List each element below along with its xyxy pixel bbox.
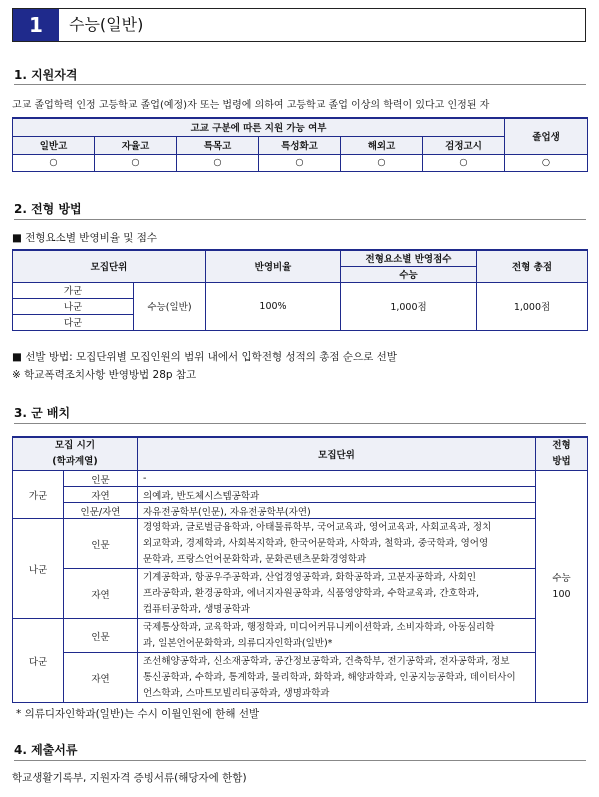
group-assignment-table	[12, 436, 588, 703]
track: 인문	[64, 519, 138, 569]
group-da: 다군	[13, 314, 134, 330]
graduate-header: 졸업생	[505, 118, 588, 154]
units: -	[138, 471, 536, 487]
h-method-line1: 전형	[552, 440, 571, 451]
h-method-line2: 방법	[552, 456, 571, 467]
method-line2: 100	[552, 588, 571, 600]
group-ga: 가군	[13, 282, 134, 298]
section1-divider	[14, 84, 586, 85]
unit-suneung: 수능(일반)	[134, 282, 206, 330]
section3-footnote: * 의류디자인학과(일반)는 수시 이월인원에 한해 선발	[16, 708, 260, 720]
units-line: 국제통상학과, 교육학과, 행정학과, 미디어커뮤니케이션학과, 소비자학과, 아동심리학	[143, 621, 495, 633]
col-special-purpose-high: 특목고	[177, 136, 259, 154]
ratio-value: 100%	[206, 282, 341, 330]
section2-divider	[14, 219, 586, 220]
eligible-mark: ○	[505, 154, 588, 171]
track: 자연	[64, 569, 138, 619]
col-general-high: 일반고	[13, 136, 95, 154]
col-autonomous-high: 자율고	[95, 136, 177, 154]
units: 자유전공학부(인문), 자유전공학부(자연)	[138, 503, 536, 519]
units-line: 통신공학과, 수학과, 통계학과, 물리학과, 화학과, 해양과학과, 인공지능공학과, 데이터사이	[143, 671, 516, 683]
h-recruit-time-line2: (학과계열)	[52, 456, 98, 467]
units-line: 프라공학과, 환경공학과, 에너지자원공학과, 식품영양학과, 수학교육과, 간호학과,	[143, 587, 480, 599]
page-header	[12, 8, 586, 42]
group-ga-label: 가군	[13, 471, 64, 519]
h-score-group: 전형요소별 반영점수	[341, 250, 477, 266]
track: 인문	[64, 471, 138, 487]
h-unit: 모집단위	[13, 250, 206, 282]
eligible-mark: ○	[13, 154, 95, 171]
eligible-mark: ○	[423, 154, 505, 171]
h-suneung: 수능	[341, 266, 477, 282]
units	[138, 653, 536, 703]
h-method	[536, 437, 588, 471]
section1-desc: 고교 졸업학력 인정 고등학교 졸업(예정)자 또는 법령에 의하여 고등학교 졸업 이상의 학력이 있다고 인정된 자	[12, 100, 490, 111]
units-line: 외교학과, 경제학과, 사회복지학과, 한국어문학과, 사학과, 철학과, 중국학과, 영어영	[143, 537, 489, 549]
score-value: 1,000점	[341, 282, 477, 330]
page-title: 수능(일반)	[69, 15, 144, 34]
track: 인문	[64, 619, 138, 653]
section3-divider	[14, 423, 586, 424]
units-line: 기계공학과, 항공우주공학과, 산업경영공학과, 화학공학과, 고분자공학과, 사회인	[143, 571, 477, 583]
units	[138, 619, 536, 653]
units-line: 조선해양공학과, 신소재공학과, 공간정보공학과, 건축학부, 전기공학과, 전자공학과, 정보	[143, 655, 510, 667]
section2-bullet2: ■ 선발 방법: 모집단위별 모집인원의 범위 내에서 입학전형 성적의 총점 순으로 선발	[12, 351, 397, 363]
eligible-mark: ○	[259, 154, 341, 171]
track: 인문/자연	[64, 503, 138, 519]
section2-note: ※ 학교폭력조치사항 반영방법 28p 참고	[12, 369, 197, 381]
section4-divider	[14, 760, 586, 761]
col-vocational-high: 특성화고	[259, 136, 341, 154]
eligible-mark: ○	[341, 154, 423, 171]
method-value	[536, 471, 588, 703]
h-total: 전형 총점	[477, 250, 588, 282]
section2-title: 2. 전형 방법	[14, 202, 82, 216]
section2-bullet1: ■ 전형요소별 반영비율 및 점수	[12, 232, 157, 244]
section3-title: 3. 군 배치	[14, 406, 71, 420]
group-na-label: 나군	[13, 519, 64, 619]
units	[138, 569, 536, 619]
h-recruit-time	[13, 437, 138, 471]
units-line: 컴퓨터공학과, 생명공학과	[143, 603, 250, 615]
selection-method-table	[12, 249, 588, 331]
h-recruit-unit: 모집단위	[138, 437, 536, 471]
track: 자연	[64, 653, 138, 703]
h-ratio: 반영비율	[206, 250, 341, 282]
section4-title: 4. 제출서류	[14, 743, 78, 757]
group-da-label: 다군	[13, 619, 64, 703]
units: 의예과, 반도체시스템공학과	[138, 487, 536, 503]
col-overseas-high: 해외고	[341, 136, 423, 154]
method-line1: 수능	[552, 572, 571, 584]
total-value: 1,000점	[477, 282, 588, 330]
units-line: 문학과, 프랑스언어문화학과, 문화콘텐츠문화경영학과	[143, 553, 367, 565]
section1-title: 1. 지원자격	[14, 68, 78, 82]
units-line: 과, 일본언어문화학과, 의류디자인학과(일반)*	[143, 637, 333, 649]
units-line: 언스학과, 스마트모빌리티공학과, 생명과학과	[143, 687, 330, 699]
section-number-badge: 1	[13, 9, 59, 41]
group-na: 나군	[13, 298, 134, 314]
eligible-mark: ○	[177, 154, 259, 171]
units	[138, 519, 536, 569]
eligible-mark: ○	[95, 154, 177, 171]
col-ged: 검정고시	[423, 136, 505, 154]
units-line: 경영학과, 글로벌금융학과, 아태물류학부, 국어교육과, 영어교육과, 사회교육과, 정치	[143, 521, 492, 533]
eligibility-table	[12, 117, 588, 172]
eligibility-group-header: 고교 구분에 따른 지원 가능 여부	[13, 118, 505, 136]
track: 자연	[64, 487, 138, 503]
h-recruit-time-line1: 모집 시기	[54, 440, 95, 451]
section4-desc: 학교생활기록부, 지원자격 증빙서류(해당자에 한함)	[12, 772, 247, 784]
